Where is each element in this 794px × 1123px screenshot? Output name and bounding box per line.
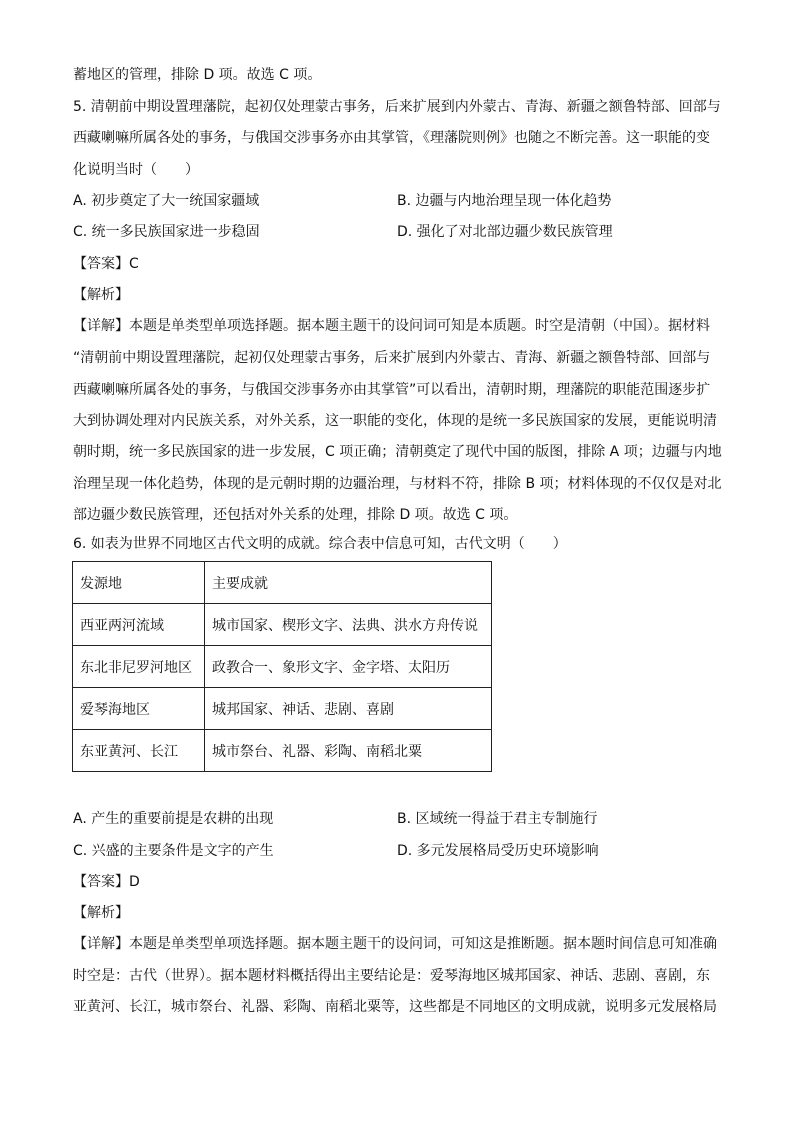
table-cell: 东亚黄河、长江	[73, 730, 205, 772]
question-5-detail-line: 治理呈现一体化趋势，体现的是元朝时期的边疆治理，与材料不符，排除 B 项；材料体现的不仅仅是对北	[73, 476, 722, 492]
question-6-option-c: C. 兴盛的主要条件是文字的产生	[73, 843, 274, 859]
question-6-detail-line: 时空是：古代（世界）。据本题材料概括得出主要结论是：爱琴海地区城邦国家、神话、悲剧、喜剧，东	[73, 968, 710, 984]
question-5-stem-line: 西藏喇嘛所属各处的事务，与俄国交涉事务亦由其掌管，《理藩院则例》也随之不断完善。这一职能的变	[73, 130, 710, 146]
question-5-option-d: D. 强化了对北部边疆少数民族管理	[397, 224, 613, 240]
question-6-detail-line: 【详解】本题是单类型单项选择题。据本题主题干的设问词，可知这是推断题。据本题时间信息可知准确	[73, 936, 717, 952]
table-row	[73, 604, 492, 646]
question-6-option-d: D. 多元发展格局受历史环境影响	[397, 843, 599, 859]
text-line: 蓄地区的管理，排除 D 项。故选 C 项。	[73, 67, 322, 83]
question-5-detail-line: 大到协调处理对内民族关系，对外关系，这一职能的变化，体现的是统一多民族国家的发展，更能说明清	[73, 413, 717, 429]
question-6-detail-line: 亚黄河、长江，城市祭台、礼器、彩陶、南稻北粟等，这些都是不同地区的文明成就，说明多元发展格局	[73, 999, 717, 1015]
table-cell: 政教合一、象形文字、金字塔、太阳历	[205, 646, 492, 688]
question-6-option-a: A. 产生的重要前提是农耕的出现	[73, 811, 274, 827]
question-5-detail-line: 朝时期，统一多民族国家的进一步发展，C 项正确；清朝奠定了现代中国的版图，排除 A 项；边疆与内地	[73, 444, 722, 460]
question-5-detail-line: “清朝前中期设置理藩院，起初仅处理蒙古事务，后来扩展到内外蒙古、青海、新疆之额鲁特部、回部与	[73, 350, 711, 366]
table-header-row	[73, 562, 492, 604]
table-cell: 西亚两河流域	[73, 604, 205, 646]
question-5-option-b: B. 边疆与内地治理呈现一体化趋势	[397, 193, 612, 209]
question-5-option-c: C. 统一多民族国家进一步稳固	[73, 224, 260, 240]
table-cell: 东北非尼罗河地区	[73, 646, 205, 688]
table-cell: 爱琴海地区	[73, 688, 205, 730]
question-5-stem-line: 化说明当时（ ）	[73, 162, 199, 178]
table-header-cell: 主要成就	[205, 562, 492, 604]
table-row	[73, 730, 492, 772]
question-5-option-a: A. 初步奠定了大一统国家疆域	[73, 193, 260, 209]
question-5-answer: 【答案】C	[73, 256, 139, 272]
table-row	[73, 646, 492, 688]
question-5-detail-line: 部边疆少数民族管理，还包括对外关系的处理，排除 D 项。故选 C 项。	[73, 507, 518, 523]
table-cell: 城市祭台、礼器、彩陶、南稻北粟	[205, 730, 492, 772]
question-5-detail-line: 西藏喇嘛所属各处的事务，与俄国交涉事务亦由其掌管”可以看出，清朝时期，理藩院的职能范围逐步扩	[73, 382, 711, 398]
table-cell: 城市国家、楔形文字、法典、洪水方舟传说	[205, 604, 492, 646]
question-5-analysis-heading: 【解析】	[73, 287, 129, 303]
table-cell: 城邦国家、神话、悲剧、喜剧	[205, 688, 492, 730]
question-6-analysis-heading: 【解析】	[73, 905, 129, 921]
question-6-answer: 【答案】D	[73, 874, 140, 890]
table-header-cell: 发源地	[73, 562, 205, 604]
question-6-stem-line: 6. 如表为世界不同地区古代文明的成就。综合表中信息可知，古代文明（ ）	[73, 536, 567, 552]
table-row	[73, 688, 492, 730]
question-5-stem-line: 5. 清朝前中期设置理藩院，起初仅处理蒙古事务，后来扩展到内外蒙古、青海、新疆之额鲁特部、回部与	[73, 99, 721, 115]
civilization-table	[72, 561, 492, 772]
question-5-detail-line: 【详解】本题是单类型单项选择题。据本题主题干的设问词可知是本质题。时空是清朝（中国）。据材料	[73, 318, 710, 334]
question-6-option-b: B. 区域统一得益于君主专制施行	[397, 811, 598, 827]
